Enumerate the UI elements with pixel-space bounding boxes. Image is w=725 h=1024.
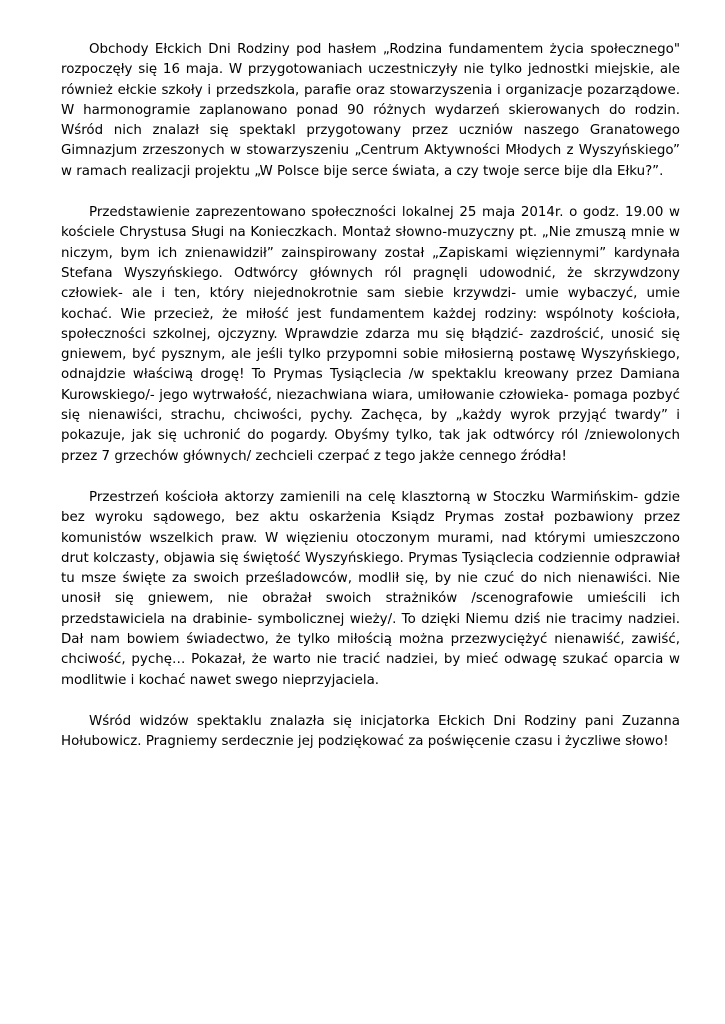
document-page — [61, 40, 680, 774]
paragraph-acknowledgement: Wśród widzów spektaklu znalazła się inicjatorka Ełckich Dni Rodziny pani Zuzanna Hołubowicz. Pragniemy serdecznie jej podziękować za poświęcenie czasu i życzliwe słowo! — [61, 713, 680, 750]
paragraph-opening: Obchody Ełckich Dni Rodziny pod hasłem „Rodzina fundamentem życia społecznego" rozpoczęły się 16 maja. W przygotowaniach uczestniczyły nie tylko jednostki miejskie, ale również ełckie szkoły i przedszkola, parafie oraz stowarzyszenia i organizacje pozarządowe. W harmonogramie zaplanowano ponad 90 różnych wydarzeń skierowanych do rodzin. Wśród nich znalazł się spektakl przygotowany przez uczniów naszego Granatowego Gimnazjum zrzeszonych w stowarzyszeniu „Centrum Aktywności Młodych z Wyszyńskiego” w ramach realizacji projektu „W Polsce bije serce świata, a czy twoje serce bije dla Ełku?”. — [61, 42, 680, 179]
paragraph-performance: Przedstawienie zaprezentowano społeczności lokalnej 25 maja 2014r. o godz. 19.00 w kościele Chrystusa Sługi na Konieczkach. Montaż słowno-muzyczny pt. „Nie zmuszą mnie w niczym, bym ich znienawidził” zainspirowany został „Zapiskami więziennymi” kardynała Stefana Wyszyńskiego. Odtwórcy głównych ról pragnęli udowodnić, że skrzywdzony człowiek- ale i ten, który niejednokrotnie sam siebie krzywdzi- umie wybaczyć, umie kochać. Wie przecież, że miłość jest fundamentem każdej rodziny: wspólnoty kościoła, społeczności szkolnej, ojczyzny. Wprawdzie zdarza mu się błądzić- zazdrościć, unosić się gniewem, być pysznym, ale jeśli tylko przypomni sobie miłosierną postawę Wyszyńskiego, odnajdzie właściwą drogę! To Prymas Tysiąclecia /w spektaklu kreowany przez Damiana Kurowskiego/- jego wytrwałość, niezachwiana wiara, umiłowanie człowieka- pomaga pozbyć się nienawiści, strachu, chciwości, pychy. Zachęca, by „każdy wyrok przyjąć twardy” i pokazuje, jak się uchronić do pogardy. Obyśmy tylko, tak jak odtwórcy ról /zniewolonych przez 7 grzechów głównych/ zechcieli czerpać z tego jakże cennego źródła! — [61, 205, 680, 464]
paragraph-stage-setting: Przestrzeń kościoła aktorzy zamienili na celę klasztorną w Stoczku Warmińskim- gdzie bez wyroku sądowego, bez aktu oskarżenia Ksiądz Prymas został pozbawiony przez komunistów wszelkich praw. W więzieniu otoczonym murami, nad którymi umieszczono drut kolczasty, objawia się świętość Wyszyńskiego. Prymas Tysiąclecia codziennie odprawiał tu msze święte za swoich prześladowców, modlił się, by nie czuć do nich nienawiści. Nie unosił się gniewem, nie obrażał swoich strażników /scenografowie umieścili ich przedstawiciela na drabinie- symbolicznej wieży/. To dzięki Niemu dziś nie tracimy nadziei. Dał nam bowiem świadectwo, że tylko miłością można przezwyciężyć nienawiść, zawiść, chciwość, pychę… Pokazał, że warto nie tracić nadziei, by mieć odwagę szukać oparcia w modlitwie i kochać nawet swego nieprzyjaciela. — [61, 489, 680, 688]
